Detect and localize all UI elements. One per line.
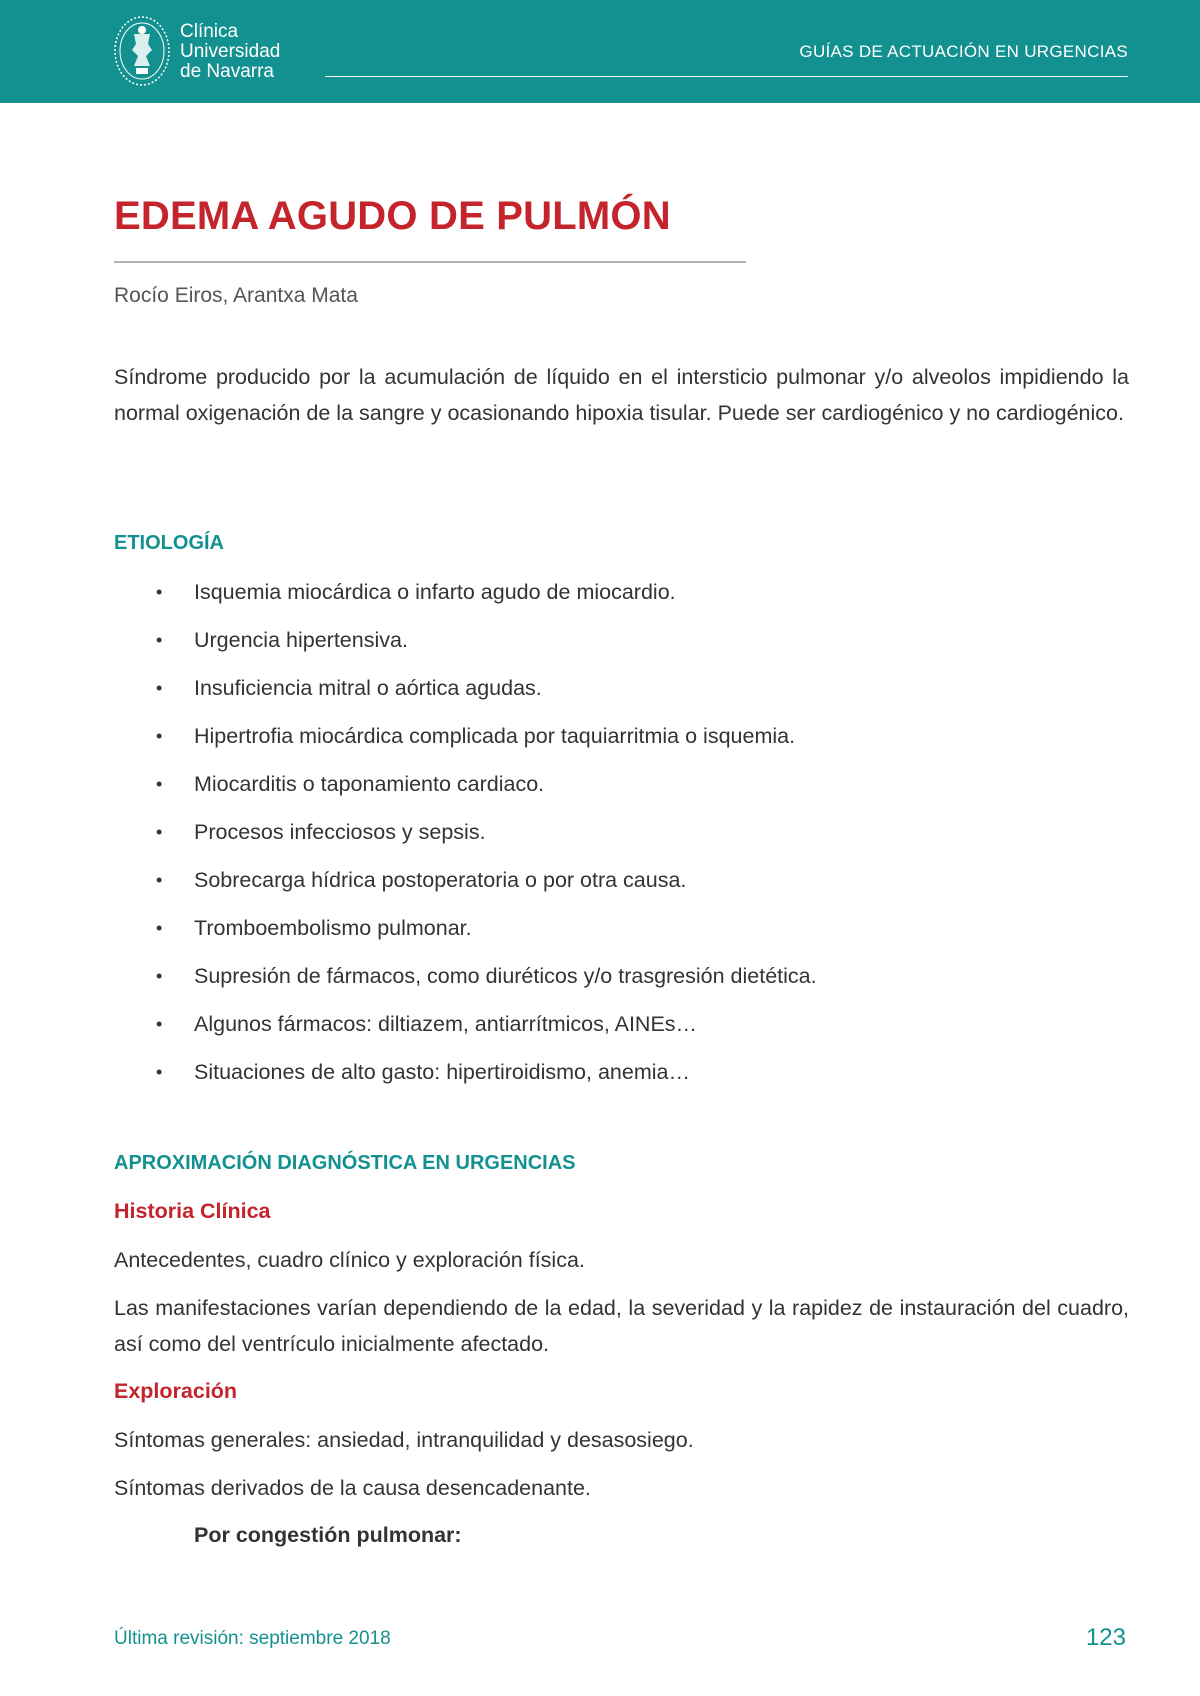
- list-item-text: Isquemia miocárdica o infarto agudo de miocardio.: [194, 580, 676, 604]
- list-item-text: Procesos infecciosos y sepsis.: [194, 820, 486, 844]
- list-item: [150, 861, 817, 909]
- subsection-title-historia: Historia Clínica: [114, 1199, 271, 1223]
- list-item: [150, 717, 817, 765]
- list-item-text: Hipertrofia miocárdica complicada por taquiarritmia o isquemia.: [194, 724, 796, 748]
- historia-paragraph-2: Las manifestaciones varían dependiendo de la edad, la severidad y la rapidez de instauración del cuadro, así como del ventrículo inicialmente afectado.: [114, 1296, 1129, 1356]
- list-item-text: Algunos fármacos: diltiazem, antiarrítmicos, AINEs…: [194, 1012, 698, 1036]
- bullet-icon: •: [156, 822, 163, 842]
- section-title-diagnostico: APROXIMACIÓN DIAGNÓSTICA EN URGENCIAS: [114, 1152, 576, 1174]
- exploracion-paragraph-1: Síntomas generales: ansiedad, intranquilidad y desasosiego.: [114, 1428, 694, 1452]
- list-item-text: Tromboembolismo pulmonar.: [194, 916, 472, 940]
- university-seal-icon: [112, 14, 172, 88]
- bullet-icon: •: [156, 966, 163, 986]
- list-item: [150, 909, 817, 957]
- list-item: [150, 813, 817, 861]
- bullet-icon: •: [156, 774, 163, 794]
- bullet-icon: •: [156, 726, 163, 746]
- revision-date: Última revisión: septiembre 2018: [114, 1628, 391, 1649]
- list-item: [150, 621, 817, 669]
- bullet-icon: •: [156, 870, 163, 890]
- list-item: [150, 1053, 817, 1101]
- bullet-icon: •: [156, 918, 163, 938]
- logo-wordmark: [180, 22, 280, 82]
- logo-line-3: de Navarra: [180, 61, 274, 82]
- logo-line-2: Universidad: [180, 41, 281, 62]
- bullet-icon: •: [156, 1014, 163, 1034]
- bullet-icon: •: [156, 630, 163, 650]
- header-divider: [325, 76, 1128, 77]
- list-item-text: Sobrecarga hídrica postoperatoria o por otra causa.: [194, 868, 687, 892]
- historia-paragraph-1: Antecedentes, cuadro clínico y exploración física.: [114, 1248, 585, 1272]
- guide-title: GUÍAS DE ACTUACIÓN EN URGENCIAS: [799, 42, 1128, 61]
- page-header: [0, 0, 1200, 103]
- bullet-icon: •: [156, 678, 163, 698]
- list-item-text: Miocarditis o taponamiento cardiaco.: [194, 772, 545, 796]
- title-divider: [114, 261, 746, 263]
- list-item-text: Supresión de fármacos, como diuréticos y/o trasgresión dietética.: [194, 964, 817, 988]
- list-item: [150, 1005, 817, 1053]
- exploracion-paragraph-2: Síntomas derivados de la causa desencadenante.: [114, 1476, 591, 1500]
- list-item: [150, 765, 817, 813]
- bullet-icon: •: [156, 582, 163, 602]
- list-item-text: Situaciones de alto gasto: hipertiroidismo, anemia…: [194, 1060, 690, 1084]
- list-item-text: Insuficiencia mitral o aórtica agudas.: [194, 676, 542, 700]
- intro-paragraph: Síndrome producido por la acumulación de líquido en el intersticio pulmonar y/o alveolos impidiendo la normal oxigenación de la sangre y ocasionando hipoxia tisular. Puede ser cardiogénico y no cardiogénico.: [114, 365, 1129, 425]
- page-number: 123: [1085, 1624, 1126, 1651]
- logo-line-1: Clínica: [180, 21, 239, 42]
- page-title: EDEMA AGUDO DE PULMÓN: [114, 194, 671, 238]
- list-item: [150, 957, 817, 1005]
- etiology-list: [150, 573, 817, 1101]
- subsection-title-exploracion: Exploración: [114, 1379, 238, 1403]
- authors: Rocío Eiros, Arantxa Mata: [114, 284, 358, 307]
- list-item-text: Urgencia hipertensiva.: [194, 628, 408, 652]
- list-item: [150, 669, 817, 717]
- section-title-etiologia: ETIOLOGÍA: [114, 532, 224, 554]
- bullet-icon: •: [156, 1062, 163, 1082]
- congestion-heading: Por congestión pulmonar:: [194, 1523, 462, 1547]
- list-item: [150, 573, 817, 621]
